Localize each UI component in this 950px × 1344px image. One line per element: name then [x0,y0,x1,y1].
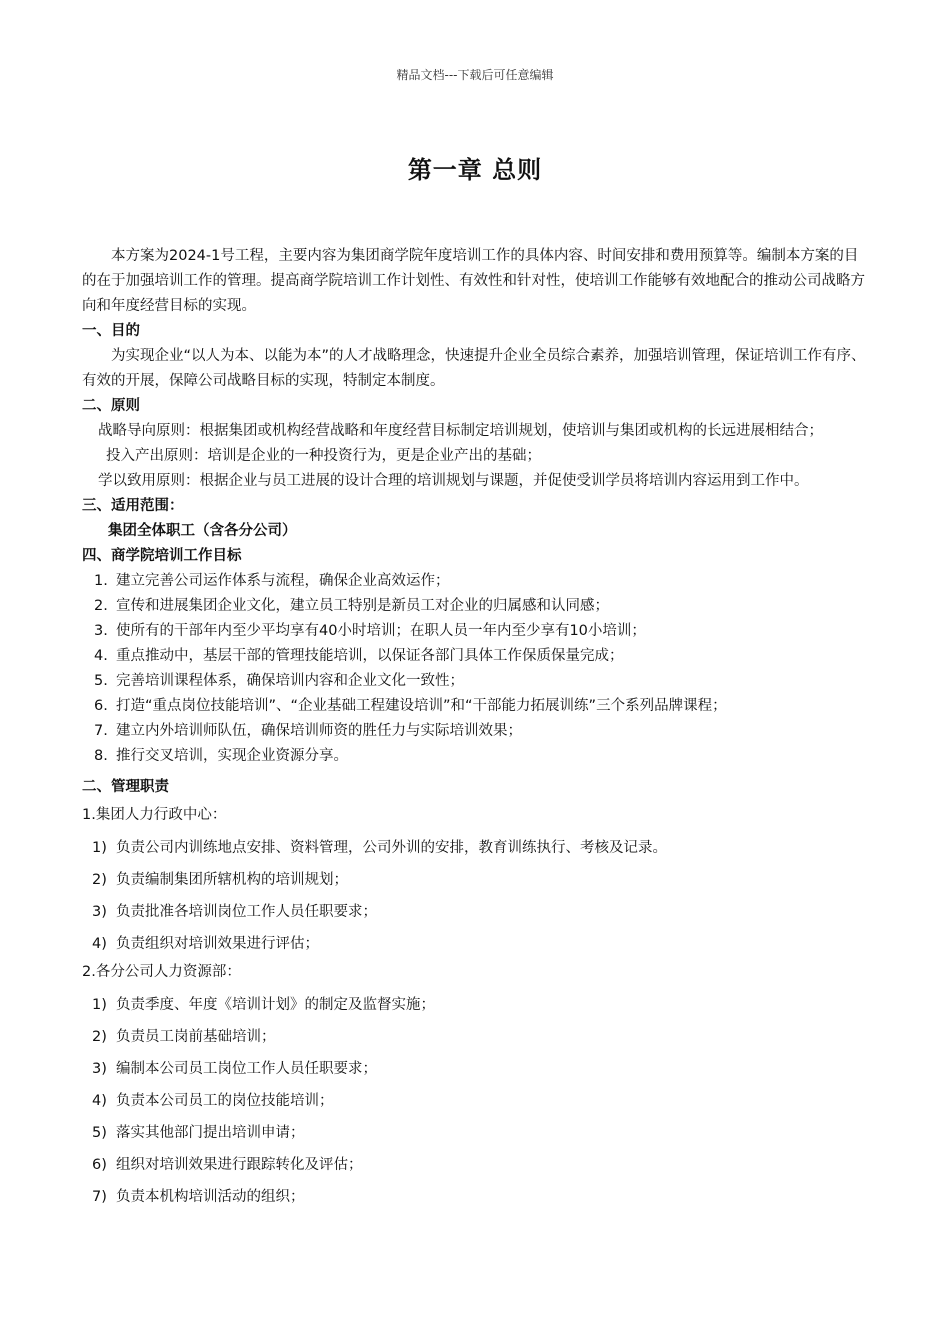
duty-item [82,1181,872,1213]
goal-text: 宣传和进展集团企业文化，建立员工特别是新员工对企业的归属感和认同感； [116,598,609,614]
duty-text: 负责批准各培训岗位工作人员任职要求； [116,904,377,920]
goal-text: 重点推动中，基层干部的管理技能培训，以保证各部门具体工作保质保量完成； [116,648,624,664]
goal-number: 5. [94,673,108,689]
duty-item [82,989,872,1021]
duty-text: 负责季度、年度《培训计划》的制定及监督实施； [116,997,435,1013]
duty-item [82,1053,872,1085]
duty-group-title: 2.各分公司人力资源部： [82,964,241,980]
goal-text: 建立完善公司运作体系与流程，确保企业高效运作； [116,573,450,589]
duty-number: 3) [92,1061,107,1077]
duty-item [82,1085,872,1117]
goal-text: 使所有的干部年内至少平均享有40小时培训；在职人员一年内至少享有10小培训； [116,623,646,639]
duty-item [82,1117,872,1149]
goal-item [82,744,872,769]
goals-list [82,569,872,769]
duty-text: 负责公司内训练地点安排、资料管理，公司外训的安排，教育训练执行、考核及记录。 [116,840,667,856]
duty-group-title: 1.集团人力行政中心： [82,807,227,823]
duty-list [82,989,872,1213]
duty-text: 编制本公司员工岗位工作人员任职要求； [116,1061,377,1077]
duty-item [82,896,872,928]
duty-list [82,832,872,960]
page-title: 第一章 总则 [407,156,543,184]
duty-number: 2) [92,872,107,888]
goal-number: 1. [94,573,108,589]
duty-text: 负责员工岗前基础培训； [116,1029,276,1045]
principles-heading: 二、原则 [82,398,140,414]
duty-text: 负责编制集团所辖机构的培训规划； [116,872,348,888]
duty-text: 负责组织对培训效果进行评估； [116,936,319,952]
principle-item: 学以致用原则：根据企业与员工进展的设计合理的培训规划与课题，并促使受训学员将培训内容运用到工作中。 [98,473,809,489]
duty-text: 组织对培训效果进行跟踪转化及评估； [116,1157,363,1173]
goal-number: 7. [94,723,108,739]
duty-item [82,928,872,960]
intro-paragraph: 本方案为2024-1号工程，主要内容为集团商学院年度培训工作的具体内容、时间安排和费用预算等。编制本方案的目的在于加强培训工作的管理。提高商学院培训工作计划性、有效性和针对性，使培训工作能够有效地配合的推动公司战略方向和年度经营目标的实现。 [82,248,865,314]
duty-number: 5) [92,1125,107,1141]
duty-text: 负责本机构培训活动的组织； [116,1189,305,1205]
duty-number: 4) [92,1093,107,1109]
goal-number: 8. [94,748,108,764]
goal-item [82,569,872,594]
duty-item [82,864,872,896]
duty-number: 4) [92,936,107,952]
duty-text: 负责本公司员工的岗位技能培训； [116,1093,334,1109]
goal-text: 建立内外培训师队伍，确保培训师资的胜任力与实际培训效果； [116,723,522,739]
purpose-heading: 一、目的 [82,323,140,339]
duty-number: 6) [92,1157,107,1173]
duty-number: 2) [92,1029,107,1045]
goal-item [82,644,872,669]
duties-heading: 二、管理职责 [82,779,169,795]
principle-item: 投入产出原则：培训是企业的一种投资行为，更是企业产出的基础； [106,448,541,464]
duty-number: 1) [92,997,107,1013]
duty-item [82,1021,872,1053]
principle-item: 战略导向原则：根据集团或机构经营战略和年度经营目标制定培训规划，使培训与集团或机构的长远进展相结合； [98,423,823,439]
goal-text: 推行交叉培训，实现企业资源分享。 [116,748,348,764]
header-note: 精品文档---下载后可任意编辑 [396,68,554,82]
duty-item [82,832,872,864]
goal-text: 完善培训课程体系，确保培训内容和企业文化一致性； [116,673,464,689]
goal-item [82,594,872,619]
duty-number: 1) [92,840,107,856]
scope-heading: 三、适用范围： [82,498,184,514]
document-body [82,244,872,1213]
duty-number: 3) [92,904,107,920]
duty-number: 7) [92,1189,107,1205]
goal-item [82,669,872,694]
goal-item [82,719,872,744]
scope-text: 集团全体职工（含各分公司） [108,523,297,539]
goal-number: 4. [94,648,108,664]
goal-text: 打造“重点岗位技能培训”、“企业基础工程建设培训”和“干部能力拓展训练”三个系列品牌课程； [116,698,727,714]
goal-item [82,694,872,719]
goal-number: 3. [94,623,108,639]
goal-item [82,619,872,644]
purpose-paragraph: 为实现企业“以人为本、以能为本”的人才战略理念，快速提升企业全员综合素养，加强培训管理，保证培训工作有序、有效的开展，保障公司战略目标的实现，特制定本制度。 [82,348,866,389]
goal-number: 2. [94,598,108,614]
goals-heading: 四、商学院培训工作目标 [82,548,242,564]
goal-number: 6. [94,698,108,714]
duty-item [82,1149,872,1181]
duty-text: 落实其他部门提出培训申请； [116,1125,305,1141]
